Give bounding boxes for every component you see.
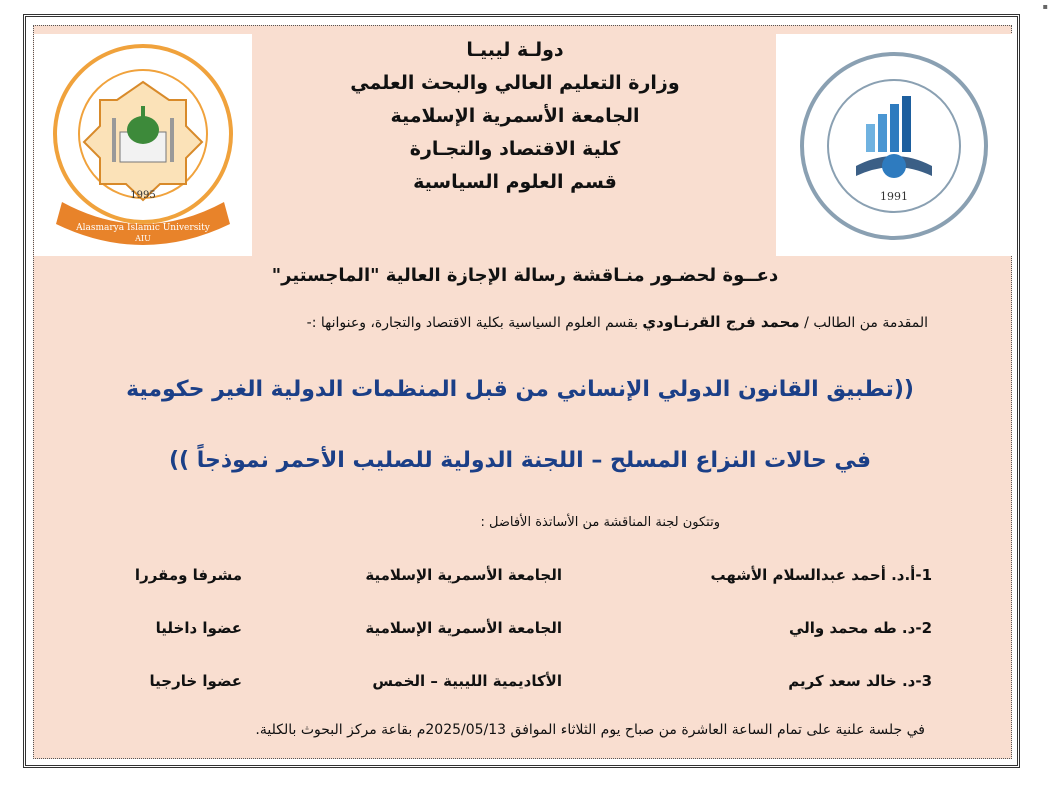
faculty-economics-logo xyxy=(776,34,1012,256)
committee-member-name: 2-د. طه محمد والي xyxy=(788,619,932,637)
student-name: محمد فرج القرنـاودي xyxy=(642,313,800,331)
letterhead xyxy=(260,34,770,199)
logo-left-abbr: AIU xyxy=(135,234,151,243)
committee-member-role: مشرفا ومقررا xyxy=(134,566,242,584)
country-name: دولـة ليبيـا xyxy=(466,39,564,61)
presented-by-line xyxy=(98,313,928,331)
faculty-name: كلية الاقتصاد والتجـارة xyxy=(409,138,621,160)
committee-intro: وتتكون لجنة المناقشة من الأساتذة الأفاضل : xyxy=(480,515,720,530)
invitation-title: دعــوة لحضـور منـاقشة رسالة الإجازة العالية "الماجستير" xyxy=(271,265,779,286)
committee-member-role: عضوا داخليا xyxy=(155,619,242,637)
university-name: الجامعة الأسمرية الإسلامية xyxy=(390,105,640,127)
committee-member-role: عضوا خارجيا xyxy=(149,672,242,690)
committee-member-org: الجامعة الأسمرية الإسلامية xyxy=(365,566,562,584)
corner-marker: ▪ xyxy=(1042,2,1048,11)
ministry-name: وزارة التعليم العالي والبحث العلمي xyxy=(350,72,680,94)
thesis-title-line-2: في حالات النزاع المسلح – اللجنة الدولية للصليب الأحمر نموذجاً )) xyxy=(168,448,872,473)
committee-member-org: الأكاديمية الليبية – الخمس xyxy=(372,672,562,690)
presented-prefix: المقدمة من الطالب / xyxy=(804,315,928,331)
thesis-title-line-1: ((تطبيق القانون الدولي الإنساني من قبل المنظمات الدولية الغير حكومية xyxy=(126,377,914,402)
committee-member-name: 1-أ.د. أحمد عبدالسلام الأشهب xyxy=(710,566,932,584)
presented-suffix: بقسم العلوم السياسية بكلية الاقتصاد والتجارة، وعنوانها :- xyxy=(306,315,638,331)
session-details: في جلسة علنية على تمام الساعة العاشرة من صباح يوم الثلاثاء الموافق 2025/05/13م بقاعة مركز البحوث بالكلية. xyxy=(255,722,925,738)
alasmarya-university-logo xyxy=(34,34,252,256)
committee-member-org: الجامعة الأسمرية الإسلامية xyxy=(365,619,562,637)
department-name: قسم العلوم السياسية xyxy=(413,171,617,193)
logo-right-year: 1991 xyxy=(880,190,908,203)
logo-left-year: 1995 xyxy=(130,190,156,201)
logo-left-ribbon-text: Alasmarya Islamic University xyxy=(76,223,210,233)
committee-member-name: 3-د. خالد سعد كريم xyxy=(788,672,932,690)
